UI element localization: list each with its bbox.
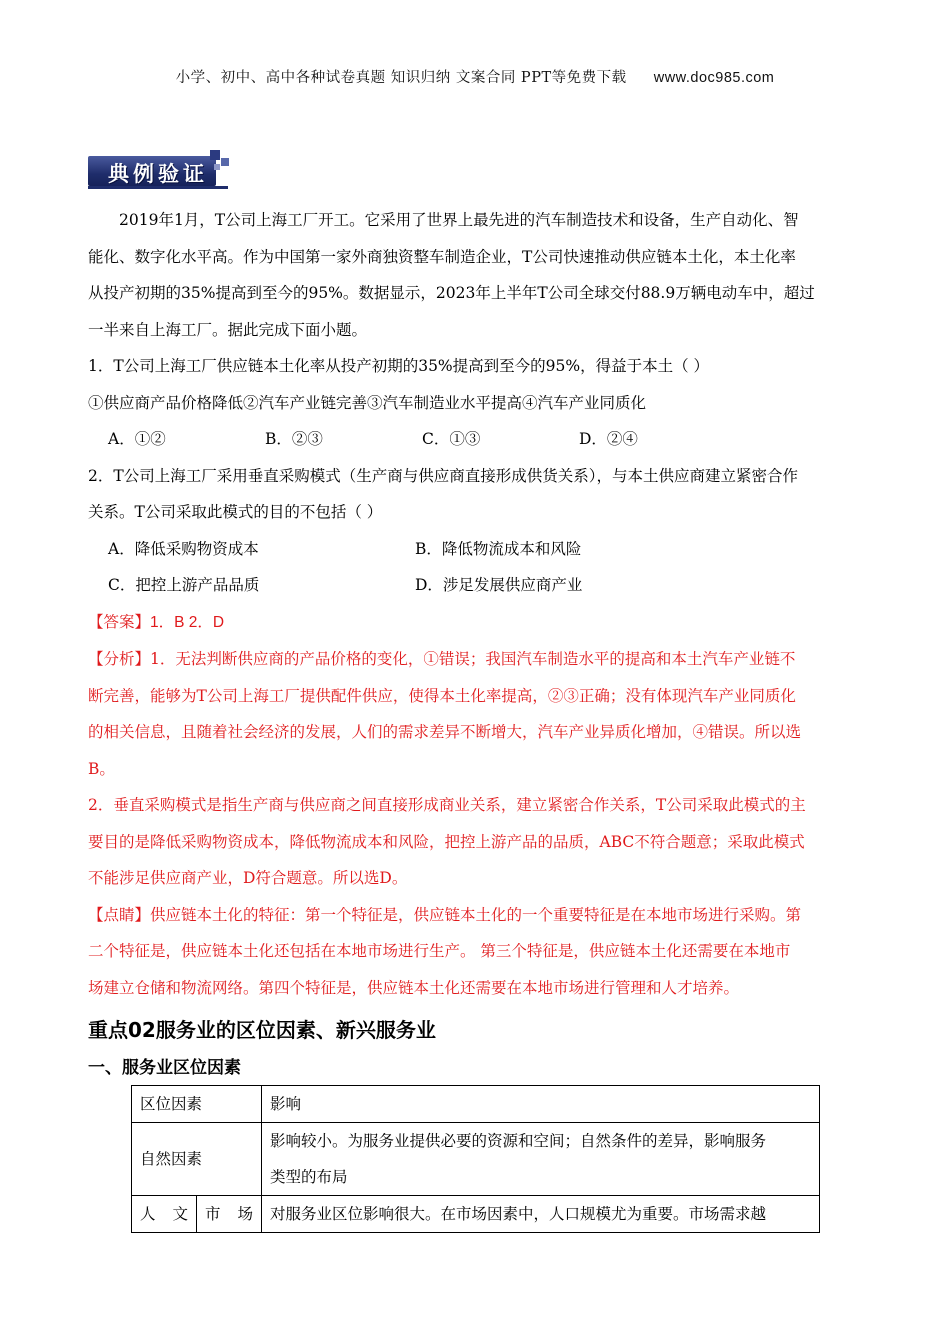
question-2-stem: 2．T公司上海工厂采用垂直采购模式（生产商与供应商直接形成供货关系），与本土供应商建立紧密合作 bbox=[88, 466, 798, 485]
analysis-line: 断完善，能够为T公司上海工厂提供配件供应，使得本土化率提高，②③正确；没有体现汽车产业同质化 bbox=[88, 686, 796, 705]
header-text: 小学、初中、高中各种试卷真题 知识归纳 文案合同 PPT等免费下载 bbox=[175, 70, 627, 86]
table-row bbox=[132, 1086, 820, 1123]
answer-label: 【答案】 bbox=[88, 612, 151, 631]
analysis-line: B。 bbox=[88, 759, 115, 778]
tip-label: 【点睛】 bbox=[88, 905, 151, 924]
table-row bbox=[132, 1196, 820, 1233]
question-1-options bbox=[88, 421, 860, 458]
table-cell: 影响较小。为服务业提供必要的资源和空间；自然条件的差异，影响服务 类型的布局 bbox=[262, 1123, 820, 1196]
answer bbox=[88, 604, 860, 642]
table-cell: 人 文 bbox=[132, 1196, 197, 1233]
passage-line: 一半来自上海工厂。据此完成下面小题。 bbox=[88, 320, 368, 339]
question-2-options-row bbox=[88, 567, 860, 604]
section-subtitle: 一、服务业区位因素 bbox=[88, 1058, 241, 1078]
tip-line: 二个特征是，供应链本土化还包括在本地市场进行生产。 第三个特征是，供应链本土化还需要在本地市 bbox=[88, 942, 791, 960]
table-cell: 区位因素 bbox=[132, 1086, 262, 1123]
question-1-stem: 1．T公司上海工厂供应链本土化率从投产初期的35%提高到至今的95%，得益于本土（ ） bbox=[88, 357, 710, 375]
tip-line: 【点睛】供应链本土化的特征：第一个特征是，供应链本土化的一个重要特征是在本地市场进行采购。第 bbox=[88, 905, 802, 924]
banner-square-icon bbox=[221, 158, 229, 166]
analysis-label: 【分析】 bbox=[88, 650, 151, 668]
banner-square-icon bbox=[214, 164, 220, 170]
option-a: A．降低采购物资成本 bbox=[108, 539, 259, 558]
table-cell: 影响 bbox=[262, 1086, 820, 1123]
analysis-line: 【分析】1．无法判断供应商的产品价格的变化，①错误；我国汽车制造水平的提高和本土汽车产业链不 bbox=[88, 650, 796, 668]
section-banner bbox=[88, 150, 238, 190]
analysis-line: 2．垂直采购模式是指生产商与供应商之间直接形成商业关系，建立紧密合作关系，T公司采取此模式的主 bbox=[88, 796, 806, 814]
analysis-line: 的相关信息，且随着社会经济的发展，人们的需求差异不断增大，汽车产业异质化增加，④错误。所以选 bbox=[88, 723, 802, 741]
page-header bbox=[0, 66, 950, 87]
main-content bbox=[88, 202, 860, 1006]
tip-line: 场建立仓储和物流网络。第四个特征是，供应链本土化还需要在本地市场进行管理和人才培养。 bbox=[88, 978, 740, 997]
banner-square-icon bbox=[210, 150, 220, 160]
table-cell: 对服务业区位影响很大。在市场因素中，人口规模尤为重要。市场需求越 bbox=[262, 1196, 820, 1233]
table-row bbox=[132, 1123, 820, 1196]
analysis-line: 要目的是降低采购物资成本，降低物流成本和风险，把控上游产品的品质，ABC不符合题意；采取此模式 bbox=[88, 832, 805, 851]
question-2-stem: 关系。T公司采取此模式的目的不包括（ ） bbox=[88, 503, 383, 521]
option-b: B．降低物流成本和风险 bbox=[415, 539, 582, 558]
option-c: C．①③ bbox=[422, 430, 481, 448]
question-1-items: ①供应商产品价格降低②汽车产业链完善③汽车制造业水平提高④汽车产业同质化 bbox=[88, 393, 647, 412]
header-site[interactable]: www.doc985.com bbox=[653, 70, 775, 86]
option-a: A．①② bbox=[108, 430, 166, 448]
option-d: D．②④ bbox=[579, 430, 638, 448]
option-d: D．涉足发展供应商产业 bbox=[415, 576, 583, 594]
passage-line: 从投产初期的35%提高到至今的95%。数据显示，2023年上半年T公司全球交付88.9万辆电动车中，超过 bbox=[88, 284, 815, 302]
table-cell: 自然因素 bbox=[132, 1123, 262, 1196]
answer-text: 1．B 2．D bbox=[150, 613, 225, 631]
question-2-options-row bbox=[88, 531, 860, 568]
analysis-line: 不能涉足供应商产业，D符合题意。所以选D。 bbox=[88, 869, 408, 887]
section-title: 重点02服务业的区位因素、新兴服务业 bbox=[88, 1018, 436, 1042]
option-c: C．把控上游产品品质 bbox=[108, 576, 260, 594]
location-factors-table bbox=[131, 1085, 820, 1233]
banner-title: 典例验证 bbox=[108, 162, 208, 186]
option-b: B．②③ bbox=[265, 430, 323, 448]
table-cell: 市 场 bbox=[197, 1196, 262, 1233]
passage-line: 能化、数字化水平高。作为中国第一家外商独资整车制造企业，T公司快速推动供应链本土化，本土化率 bbox=[88, 247, 796, 266]
passage-line: 2019年1月，T公司上海工厂开工。它采用了世界上最先进的汽车制造技术和设备，生产自动化、智 bbox=[119, 211, 799, 229]
